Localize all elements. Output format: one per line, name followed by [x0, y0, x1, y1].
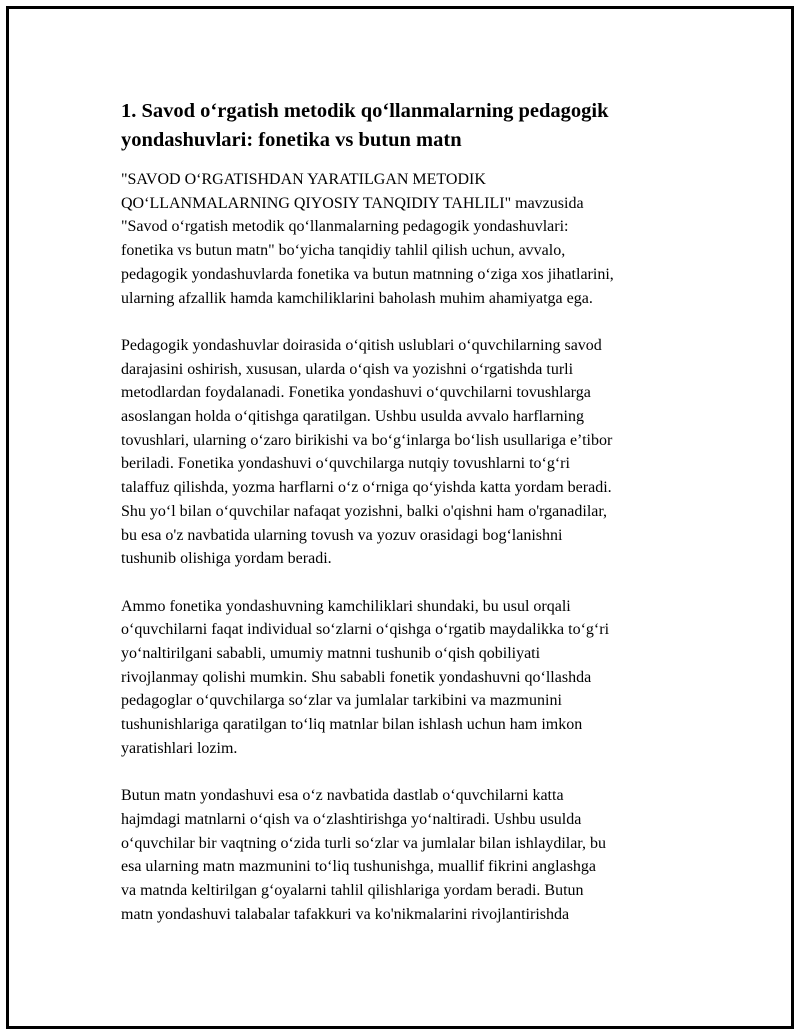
- text-line: Ammo fonetika yondashuvning kamchiliklari shundaki, bu usul orqali: [121, 597, 571, 615]
- text-line: yaratishlari lozim.: [121, 739, 238, 757]
- text-line: o‘quvchilarni faqat individual so‘zlarni o‘qishga o‘rgatib maydalikka to‘g‘ri: [121, 621, 610, 639]
- text-line: hajmdagi matnlarni o‘qish va o‘zlashtirishga yo‘naltiradi. Ushbu usulda: [121, 810, 582, 828]
- text-line: va matnda keltirilgan g‘oyalarni tahlil qilishlariga yordam beradi. Butun: [121, 882, 584, 900]
- text-line: QO‘LLANMALARNING QIYOSIY TANQIDIY TAHLILI" mavzusida: [121, 194, 584, 212]
- text-line: matn yondashuvi talabalar tafakkuri va ko'nikmalarini rivojlantirishda: [121, 905, 570, 923]
- text-line: darajasini oshirish, xususan, ularda o‘qish va yozishni o‘rgatishda turli: [121, 360, 574, 378]
- text-line: pedagoglar o‘quvchilarga so‘zlar va jumlalar tarkibini va mazmunini: [121, 692, 562, 710]
- heading-line: yondashuvlari: fonetika vs butun matn: [121, 129, 462, 151]
- text-line: Butun matn yondashuvi esa o‘z navbatida dastlab o‘quvchilarni katta: [121, 787, 564, 805]
- paragraph-intro: [121, 168, 711, 310]
- text-line: "SAVOD O‘RGATISHDAN YARATILGAN METODIK: [121, 171, 486, 188]
- text-line: tovushlari, ularning o‘zaro birikishi va bo‘g‘inlarga bo‘lish usullariga e’tibor: [121, 431, 613, 449]
- page-frame: [6, 6, 794, 1029]
- text-line: yo‘naltirilgani sababli, umumiy matnni tushunib o‘qish qobiliyati: [121, 645, 541, 663]
- heading-line: 1. Savod o‘rgatish metodik qo‘llanmalarning pedagogik: [121, 100, 609, 122]
- text-line: pedagogik yondashuvlarda fonetika va butun matnning o‘ziga xos jihatlarini,: [121, 265, 614, 283]
- text-line: rivojlanmay qolishi mumkin. Shu sababli fonetik yondashuvni qo‘llashda: [121, 668, 592, 686]
- text-line: "Savod o‘rgatish metodik qo‘llanmalarning pedagogik yondashuvlari:: [121, 218, 569, 236]
- text-line: Shu yo‘l bilan o‘quvchilar nafaqat yozishni, balki o'qishni ham o'rganadilar,: [121, 502, 608, 520]
- paragraph-whole-text: [121, 784, 711, 926]
- text-line: ularning afzallik hamda kamchiliklarini baholash muhim ahamiyatga ega.: [121, 289, 593, 307]
- text-line: esa ularning matn mazmunini to‘liq tushunishga, muallif fikrini anglashga: [121, 858, 597, 876]
- paragraph-phonetics: [121, 334, 711, 571]
- document-body: [121, 97, 711, 950]
- text-line: tushunishlariga qaratilgan to‘liq matnlar bilan ishlash uchun ham imkon: [121, 716, 583, 734]
- text-line: Pedagogik yondashuvlar doirasida o‘qitish uslublari o‘quvchilarning savod: [121, 336, 602, 354]
- text-line: asoslangan holda o‘qitishga qaratilgan. Ushbu usulda avvalo harflarning: [121, 408, 584, 426]
- text-line: o‘quvchilar bir vaqtning o‘zida turli so‘zlar va jumlalar bilan ishlaydilar, bu: [121, 834, 606, 852]
- text-line: fonetika vs butun matn" bo‘yicha tanqidiy tahlil qilish uchun, avvalo,: [121, 242, 566, 260]
- section-heading: [121, 97, 711, 155]
- text-line: metodlardan foydalanadi. Fonetika yondashuvi o‘quvchilarni tovushlarga: [121, 384, 591, 402]
- text-line: beriladi. Fonetika yondashuvi o‘quvchilarga nutqiy tovushlarni to‘g‘ri: [121, 455, 570, 473]
- text-line: tushunib olishiga yordam beradi.: [121, 550, 332, 568]
- paragraph-drawbacks: [121, 595, 711, 761]
- text-line: talaffuz qilishda, yozma harflarni o‘z o‘rniga qo‘yishda katta yordam beradi.: [121, 479, 612, 497]
- text-line: bu esa o'z navbatida ularning tovush va yozuv orasidagi bog‘lanishni: [121, 526, 563, 544]
